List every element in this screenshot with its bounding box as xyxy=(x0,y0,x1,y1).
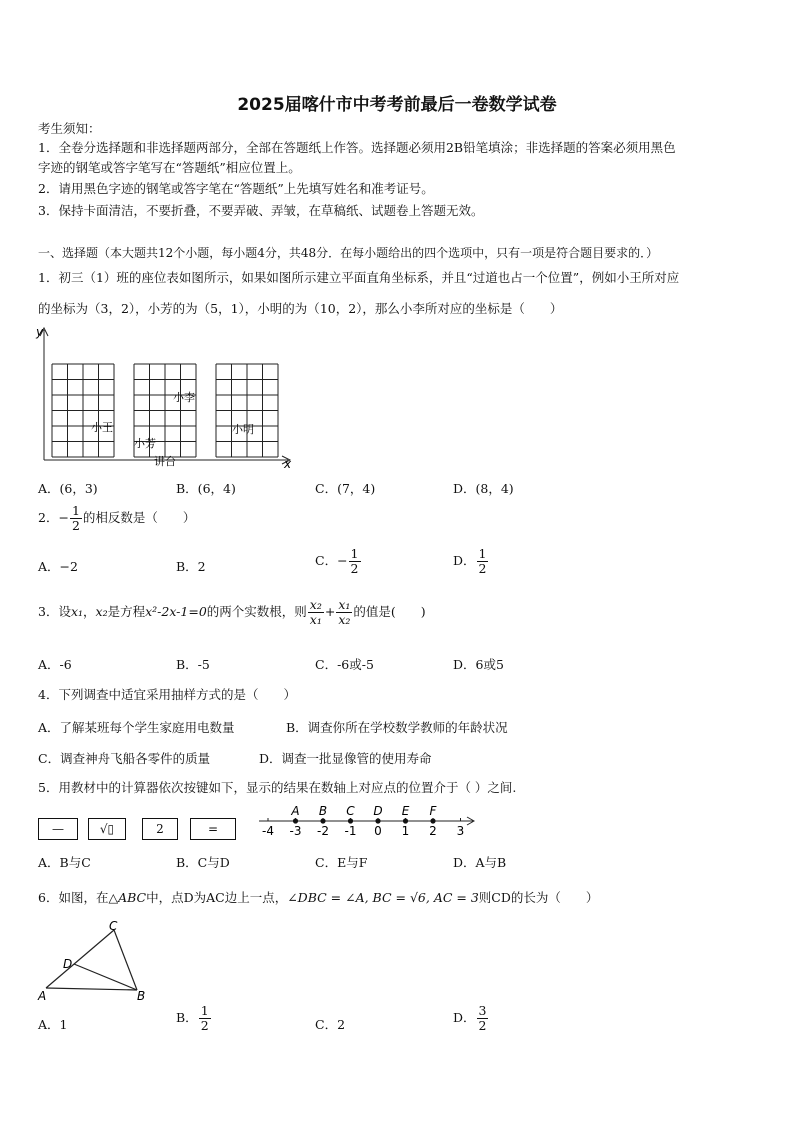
q6-option-b xyxy=(176,1004,212,1033)
number-line-tick-label: -3 xyxy=(289,824,302,838)
q3-mid: 是方程 xyxy=(107,604,146,619)
notice-item: 3．保持卡面清洁，不要折叠，不要弄破、弄皱，在草稿纸、试题卷上答题无效。 xyxy=(38,203,484,218)
calc-key-2: 2 xyxy=(142,818,178,840)
q4-stem: 4．下列调查中适宜采用抽样方式的是（ ） xyxy=(38,687,296,702)
number-line-tick-label: 2 xyxy=(429,824,437,838)
q3-mid2: 的两个实数根，则 xyxy=(206,604,307,619)
notice-heading: 考生须知： xyxy=(38,121,101,136)
q2-stem xyxy=(38,504,195,533)
q4-option-d: D．调查一批显像管的使用寿命 xyxy=(259,751,432,766)
label-jiangtai: 讲台 xyxy=(154,455,176,468)
q6-option-b-fraction xyxy=(199,1004,211,1033)
q3-x1: x₁ xyxy=(70,604,84,619)
side-ab xyxy=(46,988,137,990)
q3-x2: x₂ xyxy=(95,604,108,619)
number-line-point-label: A xyxy=(291,804,300,818)
q3-plus: + xyxy=(324,604,336,619)
frac-num: 1 xyxy=(200,1003,209,1018)
q3-fraction-2 xyxy=(336,598,352,627)
q6-condition: ∠DBC = ∠A, BC = √6, AC = 3 xyxy=(287,890,479,905)
q6-suffix: 则CD的长为（ ） xyxy=(478,890,599,905)
frac-num: 1 xyxy=(478,546,487,561)
x-axis-label: x xyxy=(284,457,292,471)
q6-option-d-label: D． xyxy=(453,1010,476,1025)
q2-option-d xyxy=(453,547,489,576)
q2-option-d-label: D． xyxy=(453,553,476,568)
vertex-c: C xyxy=(109,919,118,933)
q6-prefix: 6．如图，在 xyxy=(38,890,109,905)
q3-option-a: A．-6 xyxy=(38,657,72,672)
number-line-tick-label: 1 xyxy=(401,824,410,838)
side-bc xyxy=(114,930,137,990)
q1-stem-line1: 1．初三（1）班的座位表如图所示，如果如图所示建立平面直角坐标系，并且“过道也占一个位置”，例如小王所对应 xyxy=(38,270,680,285)
q2-option-c-fraction xyxy=(349,547,361,576)
q6-option-b-label: B． xyxy=(176,1010,198,1025)
q3-stem xyxy=(38,598,426,627)
calc-key-minus: — xyxy=(38,818,78,840)
number-line-point-label: C xyxy=(346,804,355,818)
frac-den: 2 xyxy=(200,1018,209,1033)
number-line-point xyxy=(348,818,353,823)
q6-option-d-fraction xyxy=(477,1004,489,1033)
label-xiaowang: 小王 xyxy=(91,421,113,434)
seating-block xyxy=(52,364,114,457)
q2-suffix: 的相反数是（ ） xyxy=(82,510,196,525)
number-line-point xyxy=(293,818,298,823)
notice-item: 字迹的钢笔或答字笔写在“答题纸”相应位置上。 xyxy=(38,160,301,175)
number-line-point-label: B xyxy=(318,804,328,818)
q4-option-b: B．调查你所在学校数学教师的年龄状况 xyxy=(286,720,508,735)
label-xiaofang: 小芳 xyxy=(134,437,156,450)
q1-stem-line2: 的坐标为（3，2），小芳的为（5，1），小明的为（10，2），那么小李所对应的坐标是（ ） xyxy=(38,301,563,316)
calc-key-equals: = xyxy=(190,818,236,840)
frac-den: 2 xyxy=(478,1018,487,1033)
number-line-point xyxy=(320,818,325,823)
q1-option-a: A．(6，3) xyxy=(38,481,98,496)
q3-fraction-1 xyxy=(308,598,324,627)
q2-option-d-fraction xyxy=(477,547,489,576)
q2-fraction xyxy=(70,504,82,533)
q6-option-a: A．1 xyxy=(38,1017,68,1032)
q1-option-c: C．(7，4) xyxy=(315,481,376,496)
q3-option-c: C．-6或-5 xyxy=(315,657,374,672)
number-line-point xyxy=(430,818,435,823)
segment-bd xyxy=(74,964,137,990)
q2-option-c-label: C．− xyxy=(315,553,348,568)
number-line-tick-label: -1 xyxy=(344,824,357,838)
frac-num: 3 xyxy=(478,1003,487,1018)
y-axis-label: y xyxy=(36,325,44,339)
vertex-b: B xyxy=(137,989,146,1003)
q1-option-d: D．(8，4) xyxy=(453,481,514,496)
q2-option-a: A．−2 xyxy=(38,559,78,574)
q6-mid: 中，点D为AC边上一点， xyxy=(146,890,288,905)
number-line-tick-label: 0 xyxy=(374,824,382,838)
number-line-point xyxy=(403,818,408,823)
q5-option-b: B．C与D xyxy=(176,855,230,870)
number-line-tick-label: 3 xyxy=(456,824,465,838)
q2-frac-den: 2 xyxy=(71,518,80,533)
q3-equation: x²-2x-1=0 xyxy=(145,604,207,619)
frac-den: x₂ xyxy=(338,612,351,627)
number-line-point xyxy=(375,818,380,823)
section-heading: 一、选择题（本大题共12个小题，每小题4分，共48分．在每小题给出的四个选项中，只有一项是符合题目要求的．） xyxy=(38,246,659,260)
notice-item: 2．请用黑色字迹的钢笔或答字笔在“答题纸”上先填写姓名和准考证号。 xyxy=(38,181,434,196)
q4-option-a: A．了解某班每个学生家庭用电数量 xyxy=(38,720,235,735)
side-ac xyxy=(46,930,114,988)
q3-option-d: D．6或5 xyxy=(453,657,504,672)
q3-suffix: 的值是( ) xyxy=(353,604,426,619)
number-line-point-label: E xyxy=(401,804,410,818)
q2-option-b: B．2 xyxy=(176,559,206,574)
frac-den: x₁ xyxy=(309,612,322,627)
frac-num: 1 xyxy=(350,546,359,561)
frac-num: x₂ xyxy=(309,597,322,612)
q6-triangle: △ABC xyxy=(108,890,147,905)
q3-prefix: 3．设 xyxy=(38,604,71,619)
q3-comma: ， xyxy=(83,604,96,619)
frac-num: x₁ xyxy=(338,597,351,612)
page-title: 2025届喀什市中考考前最后一卷数学试卷 xyxy=(237,95,557,115)
calc-key-sqrt: √▯ xyxy=(88,818,126,840)
q6-stem xyxy=(38,888,598,906)
q5-stem: 5．用教材中的计算器依次按键如下，显示的结果在数轴上对应点的位置介于（ ）之间. xyxy=(38,780,517,795)
q3-option-b: B．-5 xyxy=(176,657,210,672)
q6-triangle-figure xyxy=(34,918,159,1006)
number-line-tick-label: -4 xyxy=(262,824,274,838)
seating-block xyxy=(216,364,278,457)
q1-seating-figure xyxy=(34,322,304,472)
vertex-a: A xyxy=(38,989,47,1003)
number-line-point-label: F xyxy=(429,804,437,818)
q5-option-a: A．B与C xyxy=(38,855,91,870)
q2-prefix: 2．− xyxy=(38,510,69,525)
notice-item: 1．全卷分选择题和非选择题两部分，全部在答题纸上作答。选择题必须用2B铅笔填涂；非选择题的答案必须用黑色 xyxy=(38,140,676,155)
point-d: D xyxy=(63,957,73,971)
q2-frac-num: 1 xyxy=(71,503,80,518)
label-xiaoli: 小李 xyxy=(173,391,195,404)
q5-number-line xyxy=(255,800,480,842)
frac-den: 2 xyxy=(350,561,359,576)
frac-den: 2 xyxy=(478,561,487,576)
q4-option-c: C．调查神舟飞船各零件的质量 xyxy=(38,751,211,766)
label-xiaoming: 小明 xyxy=(232,423,254,436)
number-line-point-label: D xyxy=(373,804,383,818)
q5-option-d: D．A与B xyxy=(453,855,507,870)
number-line-tick-label: -2 xyxy=(317,824,329,838)
q1-option-b: B．(6，4) xyxy=(176,481,236,496)
q2-option-c xyxy=(315,547,362,576)
q6-option-d xyxy=(453,1004,489,1033)
q5-option-c: C．E与F xyxy=(315,855,368,870)
q6-option-c: C．2 xyxy=(315,1017,346,1032)
